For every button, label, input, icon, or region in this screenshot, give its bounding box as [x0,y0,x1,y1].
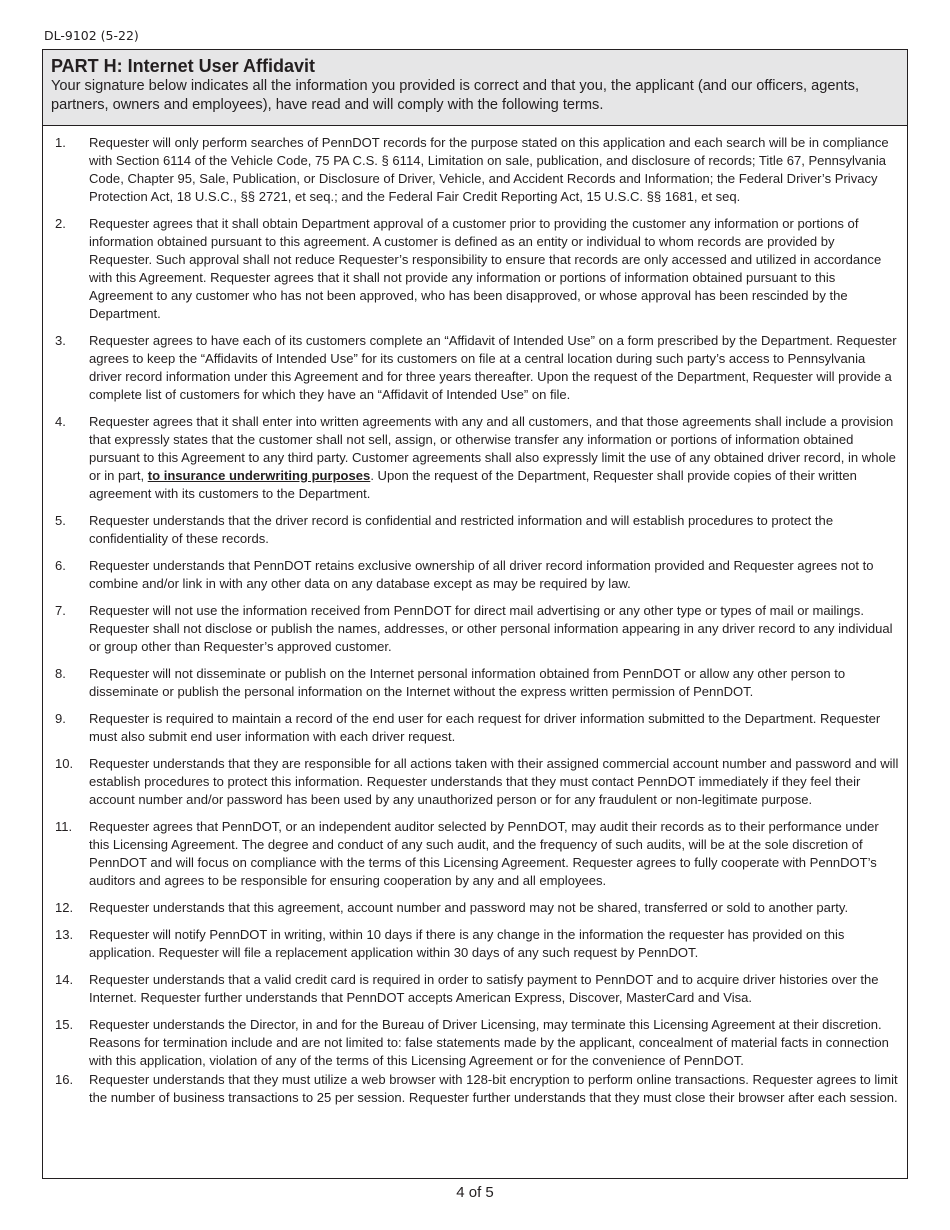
term-text: Requester agrees to have each of its customers complete an “Affidavit of Intended Use” on a form prescribed by the Department. Requester agrees to keep the “Affidavits of Intended Use” for its customers on file at a central location during such party’s access to Pennsylvania driver record information under this Agreement and for three years thereafter. Upon the request of the Department, Requester will provide a complete list of customers for which they have an “Affidavit of Intended Use” on file. [89,333,897,402]
terms-list [43,126,907,1107]
term-number: 2. [55,216,66,231]
term-number: 16. [55,1072,74,1087]
term-number: 7. [55,603,66,618]
term-text: Requester will notify PennDOT in writing, within 10 days if there is any change in the information the requester has provided on this application. Requester will file a replacement application within 30 days of any such request by PennDOT. [89,927,845,960]
term-item [43,710,901,746]
term-text: Requester is required to maintain a record of the end user for each request for driver information submitted to the Department. Requester must also submit end user information with each driver request. [89,711,881,744]
page-number: 4 of 5 [456,1184,494,1201]
term-item [43,665,901,701]
term-text: Requester agrees that it shall obtain Department approval of a customer prior to providing the customer any information or portions of information obtained pursuant to this agreement. A customer is defined as an entity or individual to whom records are provided by Requester. Such approval shall not reduce Requester’s responsibility to ensure that records are only accessed and utilized in accordance with this Agreement. Requester agrees that it shall not provide any information or portions of information obtained pursuant to this Agreement to any customer who has not been approved, who has been disapproved, or whose approval has been rescinded by the Department. [89,216,882,321]
term-number: 6. [55,558,66,573]
term-number: 10. [55,756,74,771]
term-number: 3. [55,333,66,348]
term-item [43,899,901,917]
term-number: 15. [55,1017,74,1032]
term-item [43,755,901,809]
term-item [43,413,901,503]
term-item [43,1071,901,1107]
section-header [43,50,907,126]
term-text: Requester agrees that PennDOT, or an independent auditor selected by PennDOT, may audit their records as to their performance under this Licensing Agreement. The degree and conduct of any such audit, and the frequency of such audits, will be at the sole discretion of PennDOT and will focus on compliance with the terms of this Licensing Agreement. Requester agrees to fully cooperate with PennDOT’s auditors and agrees to be responsible for ensuring cooperation by any and all employees. [89,819,879,888]
term-item [43,971,901,1007]
term-item [43,818,901,890]
term-number: 8. [55,666,66,681]
term-number: 9. [55,711,66,726]
term-item [43,512,901,548]
section-intro: Your signature below indicates all the information you provided is correct and that you, the applicant (and our officers, agents, partners, owners and employees), have read and will comply with the following terms. [51,78,859,113]
term-text: Requester understands that the driver record is confidential and restricted information and will establish procedures to protect the confidentiality of these records. [89,513,834,546]
term-number: 12. [55,900,74,915]
term-text: Requester understands the Director, in and for the Bureau of Driver Licensing, may terminate this Licensing Agreement at their discretion. Reasons for termination include and are not limited to: false statements made by the applicant, concealment of material facts in connection with this application, violation of any of the terms of this Licensing Agreement or for the convenience of PennDOT. [89,1017,889,1068]
form-code: DL-9102 (5-22) [44,28,139,43]
term-text: Requester understands that a valid credit card is required in order to satisfy payment to PennDOT and to acquire driver histories over the Internet. Requester further understands that PennDOT accepts American Express, Discover, MasterCard and Visa. [89,972,879,1005]
term-number: 14. [55,972,74,987]
term-item [43,602,901,656]
term-number: 1. [55,135,66,150]
term-text: Requester understands that they must utilize a web browser with 128-bit encryption to perform online transactions. Requester agrees to limit the number of business transactions to 25 per session. Requester further understands that they must close their browser after each session. [89,1072,898,1105]
term-item [43,134,901,206]
term-item [43,926,901,962]
term-text: Requester understands that this agreement, account number and password may not be shared, transferred or sold to another party. [89,900,849,915]
term-item [43,215,901,323]
term-text: Requester will only perform searches of PennDOT records for the purpose stated on this application and each search will be in compliance with Section 6114 of the Vehicle Code, 75 PA C.S. § 6114, Limitation on sale, publication, and disclosure of records; Title 67, Pennsylvania Code, Chapter 95, Sale, Publication, or Disclosure of Driver, Vehicle, and Accident Records and Information; the Federal Driver’s Privacy Protection Act, 18 U.S.C., §§ 2721, et seq.; and the Federal Fair Credit Reporting Act, 15 U.S.C. §§ 1681, et seq. [89,135,889,204]
term-text: Requester will not use the information received from PennDOT for direct mail advertising or any other type or types of mail or mailings. Requester shall not disclose or publish the names, addresses, or other personal information appearing in any driver record to any individual or group other than Requester’s approved customer. [89,603,893,654]
section-title: PART H: Internet User Affidavit [51,56,316,76]
term-item [43,332,901,404]
term-text-before: Requester agrees that it shall enter into written agreements with any and all customers, and that those agreements shall include a provision that expressly states that the customer shall not sell, assign, or otherwise transfer any information or portions of information obtained pursuant to this Agreement to any third party. Customer agreements shall also expressly limit the use of any obtained driver record, in whole or in part, [89,414,896,483]
term-number: 11. [55,819,73,834]
term-number: 4. [55,414,66,429]
term-text-after: . Upon the request of the Department, Requester shall provide copies of their written agreement with its customers to the Department. [89,468,857,501]
term-number: 5. [55,513,66,528]
affidavit-box [42,49,908,1179]
term-emphasis: to insurance underwriting purposes [147,468,371,483]
term-text: Requester will not disseminate or publish on the Internet personal information obtained from PennDOT or allow any other person to disseminate or publish the personal information on the Internet without the express written permission of PennDOT. [89,666,846,699]
term-number: 13. [55,927,74,942]
term-text: Requester understands that PennDOT retains exclusive ownership of all driver record information provided and Requester agrees not to combine and/or link in with any other data on any database except as may be required by law. [89,558,874,591]
term-text: Requester understands that they are responsible for all actions taken with their assigned commercial account number and password and will establish procedures to protect this information. Requester understands that they must contact PennDOT immediately if they feel their account number and/or password has been used by any unauthorized person or for any fraudulent or non-legitimate purpose. [89,756,899,807]
term-item [43,557,901,593]
term-item [43,1016,901,1070]
